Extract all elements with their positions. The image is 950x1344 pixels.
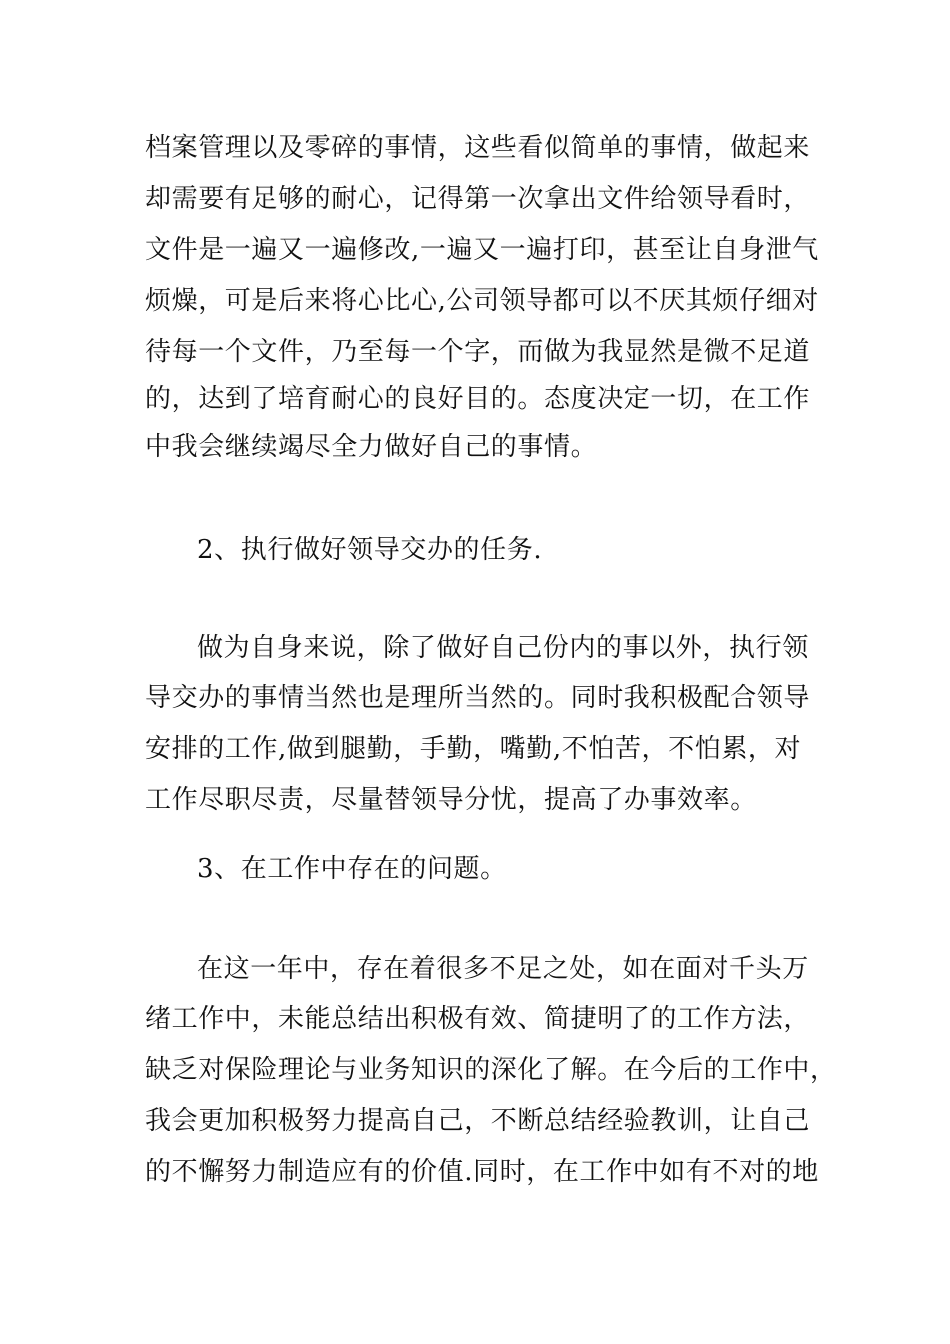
paragraph-line: 缺乏对保险理论与业务知识的深化了解。在今后的工作中， <box>145 1055 837 1085</box>
section-heading: 3、在工作中存在的问题。 <box>197 854 507 884</box>
paragraph-line: 的不懈努力制造应有的价值.同时，在工作中如有不对的地 <box>145 1157 819 1187</box>
paragraph-line: 工作尽职尽责，尽量替领导分忧，提高了办事效率。 <box>145 785 757 815</box>
paragraph-line: 中我会继续竭尽全力做好自己的事情。 <box>145 432 598 462</box>
section-heading: 2、执行做好领导交办的任务. <box>197 535 543 565</box>
paragraph-line: 做为自身来说，除了做好自己份内的事以外，执行领 <box>197 633 809 663</box>
paragraph-line: 却需要有足够的耐心，记得第一次拿出文件给领导看时， <box>145 184 811 214</box>
paragraph-line: 文件是一遍又一遍修改,一遍又一遍打印，甚至让自身泄气 <box>145 235 819 265</box>
paragraph-line: 烦燥，可是后来将心比心,公司领导都可以不厌其烦仔细对 <box>145 286 819 316</box>
paragraph-line: 绪工作中，未能总结出积极有效、简捷明了的工作方法， <box>145 1004 811 1034</box>
paragraph-line: 的，达到了培育耐心的良好目的。态度决定一切，在工作 <box>145 384 811 414</box>
paragraph-line: 我会更加积极努力提高自己，不断总结经验教训，让自己 <box>145 1106 811 1136</box>
paragraph-line: 在这一年中，存在着很多不足之处，如在面对千头万 <box>197 954 809 984</box>
paragraph-line: 安排的工作,做到腿勤，手勤，嘴勤,不怕苦，不怕累，对 <box>145 734 802 764</box>
paragraph-line: 档案管理以及零碎的事情，这些看似简单的事情，做起来 <box>145 133 811 163</box>
paragraph-line: 待每一个文件，乃至每一个字，而做为我显然是微不足道 <box>145 337 811 367</box>
paragraph-line: 导交办的事情当然也是理所当然的。同时我积极配合领导 <box>145 683 811 713</box>
